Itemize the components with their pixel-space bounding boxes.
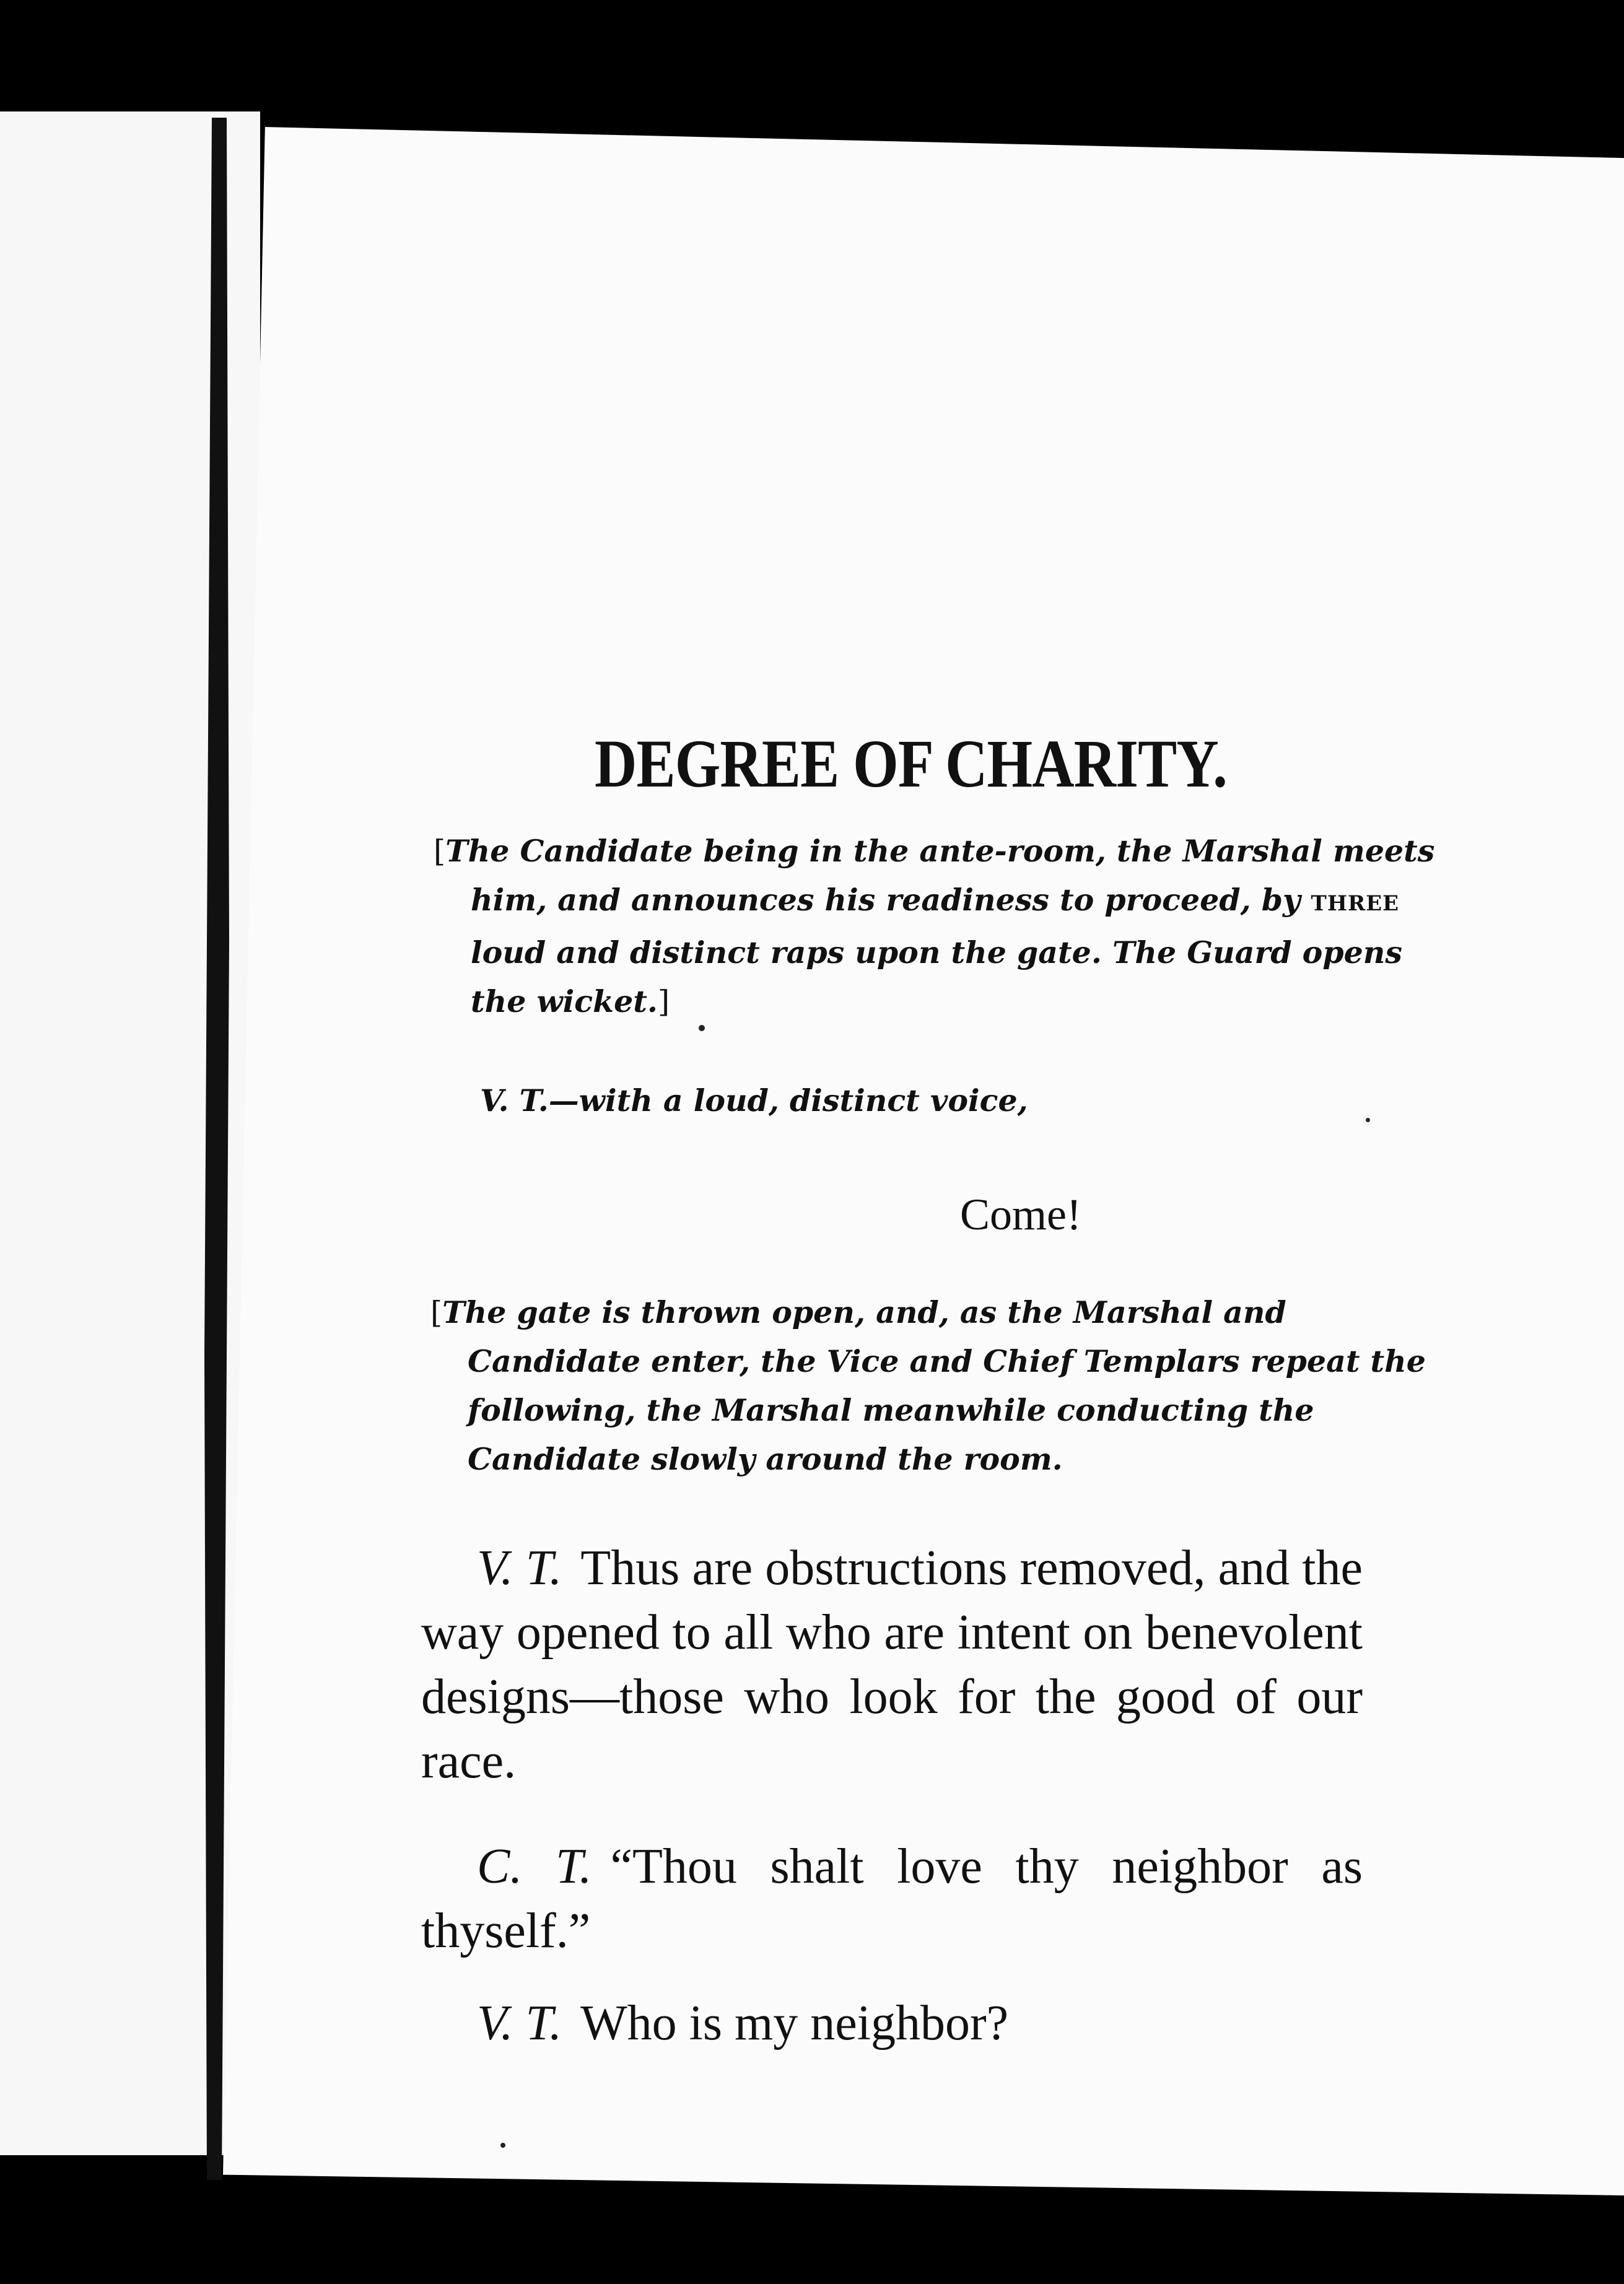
stage-direction-2: V. T.—with a loud, distinct voice, [480,1083,1028,1118]
speech-3 [421,1991,1363,2055]
speech-text: Who is my neighbor? [580,1996,1009,2051]
ink-speck [1366,1118,1370,1122]
speech-2 [421,1834,1363,1963]
stage-direction-text: The gate is thrown open, and, as the Marshal and Candidate enter, the Vice and Chief Templars repeat the following, the Marshal meanwhile conducting the Candidate slowly around the room. [442,1294,1426,1477]
speech-text: “Thou shalt love thy neighbor as thyself.” [421,1839,1363,1958]
speaker: C. T. [477,1839,592,1894]
ink-speck [500,2143,505,2148]
stage-direction-text: The Candidate being in the ante-room, the Marshal meets him, and announces his readiness to proceed, by [445,833,1435,918]
stage-direction-3 [430,1288,1434,1484]
stage-direction-1 [434,827,1437,1026]
open-bracket: [ [430,1295,443,1330]
ink-speck [699,1025,705,1031]
speaker: V. T. [477,1541,562,1595]
open-bracket: [ [434,834,446,869]
call: Come! [960,1190,1081,1239]
speech-1 [421,1536,1363,1794]
page-title: DEGREE OF CHARITY. [595,726,1227,801]
speech-text: Thus are obstructions removed, and the way opened to all who are intent on benevolent designs—those who look for the good of our race. [421,1541,1363,1789]
smallcaps-word: THREE [1311,891,1400,916]
speaker: V. T. [477,1996,562,2051]
stage-direction-text: loud and distinct raps upon the gate. The Guard opens the wicket. [471,935,1402,1019]
close-bracket: ] [657,984,670,1019]
